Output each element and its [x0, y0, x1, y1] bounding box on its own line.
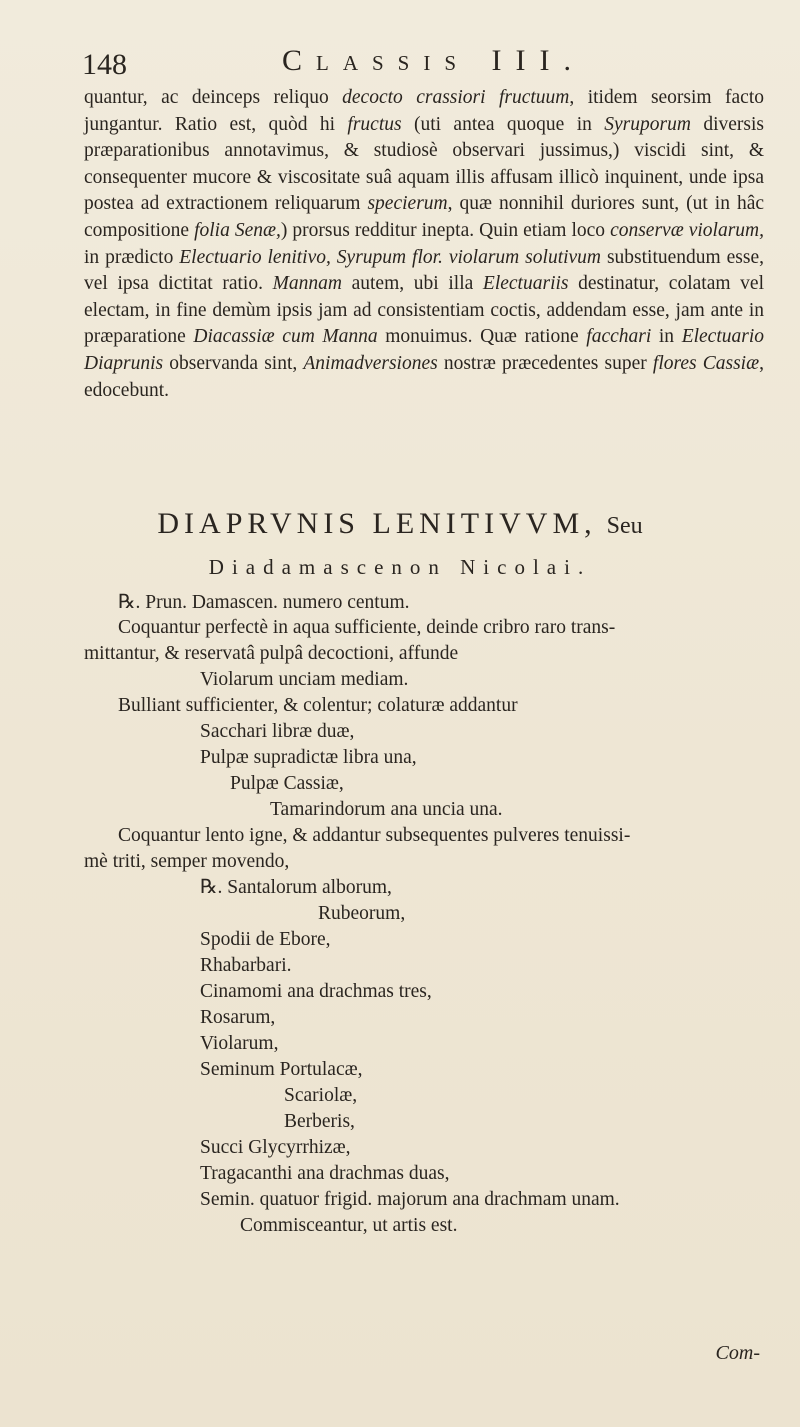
intro-italic-segment: Syruporum: [604, 113, 691, 135]
running-head: Classis III.: [282, 44, 586, 77]
recipe-title-seu: Seu: [606, 513, 643, 539]
recipe-line: Coquantur perfectè in aqua sufficiente, deinde cribro raro trans-: [118, 617, 616, 638]
recipe-line: Spodii de Ebore,: [200, 929, 331, 950]
intro-italic-segment: Electuario lenitivo, Syrupum flor. violarum solutivum: [179, 246, 602, 268]
intro-italic-segment: facchari: [586, 326, 652, 348]
recipe-line: mittantur, & reservatâ pulpâ decoctioni, affunde: [84, 643, 459, 664]
recipe-line: Pulpæ supradictæ libra una,: [200, 747, 417, 768]
intro-text: [84, 85, 764, 404]
intro-italic-segment: Mannam: [272, 273, 342, 295]
intro-segment: , edocebunt.: [84, 352, 764, 401]
recipe-line: Cinamomi ana drachmas tres,: [200, 981, 432, 1002]
intro-paragraph: [84, 85, 764, 404]
intro-segment: , itidem seorsim facto jungantur. Ratio est, quòd hi: [84, 87, 765, 135]
intro-segment: in prædicto: [84, 246, 180, 268]
recipe-line: ℞. Santalorum alborum,: [200, 877, 392, 898]
intro-segment: quantur, ac deinceps reliquo: [84, 87, 343, 108]
catchword: Com-: [715, 1342, 760, 1364]
recipe-line: ℞. Prun. Damascen. numero centum.: [118, 592, 410, 613]
intro-segment: observanda sint,: [163, 352, 304, 374]
intro-italic-segment: fructus: [347, 113, 402, 135]
intro-segment: , quæ nonnihil duriores sunt, (ut in hâc compositione: [84, 193, 764, 241]
recipe-line: Rosarum,: [200, 1007, 276, 1028]
intro-segment: in: [651, 326, 682, 348]
page-number: 148: [82, 48, 127, 81]
recipe-line: Commisceantur, ut artis est.: [240, 1215, 458, 1236]
recipe-line: Tragacanthi ana drachmas duas,: [200, 1163, 450, 1184]
intro-italic-segment: flores Cassiæ: [652, 352, 760, 374]
intro-italic-segment: Diacassiæ cum Manna: [193, 326, 378, 348]
recipe-line: Succi Glycyrrhizæ,: [200, 1137, 351, 1158]
intro-italic-segment: decocto crassiori fructuum: [342, 87, 570, 108]
recipe-line: Bulliant sufficienter, & colentur; colaturæ addantur: [118, 695, 518, 716]
recipe-line: Rhabarbari.: [200, 955, 292, 976]
recipe-line: Violarum,: [200, 1033, 279, 1054]
recipe-line: Seminum Portulacæ,: [200, 1059, 363, 1080]
intro-segment: monuimus. Quæ ratione: [377, 326, 587, 348]
recipe-line: Pulpæ Cassiæ,: [230, 773, 344, 794]
recipe-line: Violarum unciam mediam.: [200, 669, 409, 690]
intro-italic-segment: Animadversiones: [303, 352, 438, 374]
intro-segment: (uti antea quoque in: [401, 113, 605, 135]
intro-segment: autem, ubi illa: [341, 273, 483, 295]
recipe-line: Sacchari libræ duæ,: [200, 721, 355, 742]
recipe-title: [0, 507, 800, 541]
page-header: [82, 40, 760, 84]
recipe-line: Coquantur lento igne, & addantur subsequentes pulveres tenuissi-: [118, 825, 631, 846]
intro-italic-segment: conservæ violarum,: [610, 219, 765, 241]
recipe-subtitle: Diadamascenon Nicolai.: [208, 555, 592, 579]
recipe-line: Semin. quatuor frigid. majorum ana drachmam unam.: [200, 1189, 620, 1210]
recipe-line: mè triti, semper movendo,: [84, 851, 290, 872]
intro-segment: substituendum esse, vel ipsa dictitat ratio.: [84, 246, 764, 295]
intro-segment: ) prorsus redditur inepta. Quin etiam loco: [280, 219, 611, 241]
intro-italic-segment: Electuario Diaprunis: [84, 326, 765, 374]
intro-italic-segment: folia Senæ,: [194, 219, 281, 241]
intro-italic-segment: specierum: [367, 193, 448, 215]
recipe-line: Tamarindorum ana uncia una.: [270, 799, 503, 820]
recipe-line: Berberis,: [284, 1111, 355, 1132]
intro-segment: diversis præparationibus annotavimus, & studiosè observari jussimus,) viscidi sint, & consequenter mucore & viscositate suâ aquam illis affusam illicò inquinent, unde ipsa postea ad extractionem reliquarum: [84, 113, 764, 215]
recipe-line: Rubeorum,: [318, 903, 406, 924]
recipe-title-main: DIAPRVNIS LENITIVVM,: [157, 507, 597, 540]
intro-segment: destinatur, colatam vel electam, in fine demùm ipsis jam ad consistentiam coctis, addendam esse, jam ante in præparatione: [84, 273, 764, 348]
intro-segment: nostræ præcedentes super: [437, 352, 653, 374]
recipe-line: Scariolæ,: [284, 1085, 358, 1106]
intro-italic-segment: Electuariis: [482, 273, 569, 295]
